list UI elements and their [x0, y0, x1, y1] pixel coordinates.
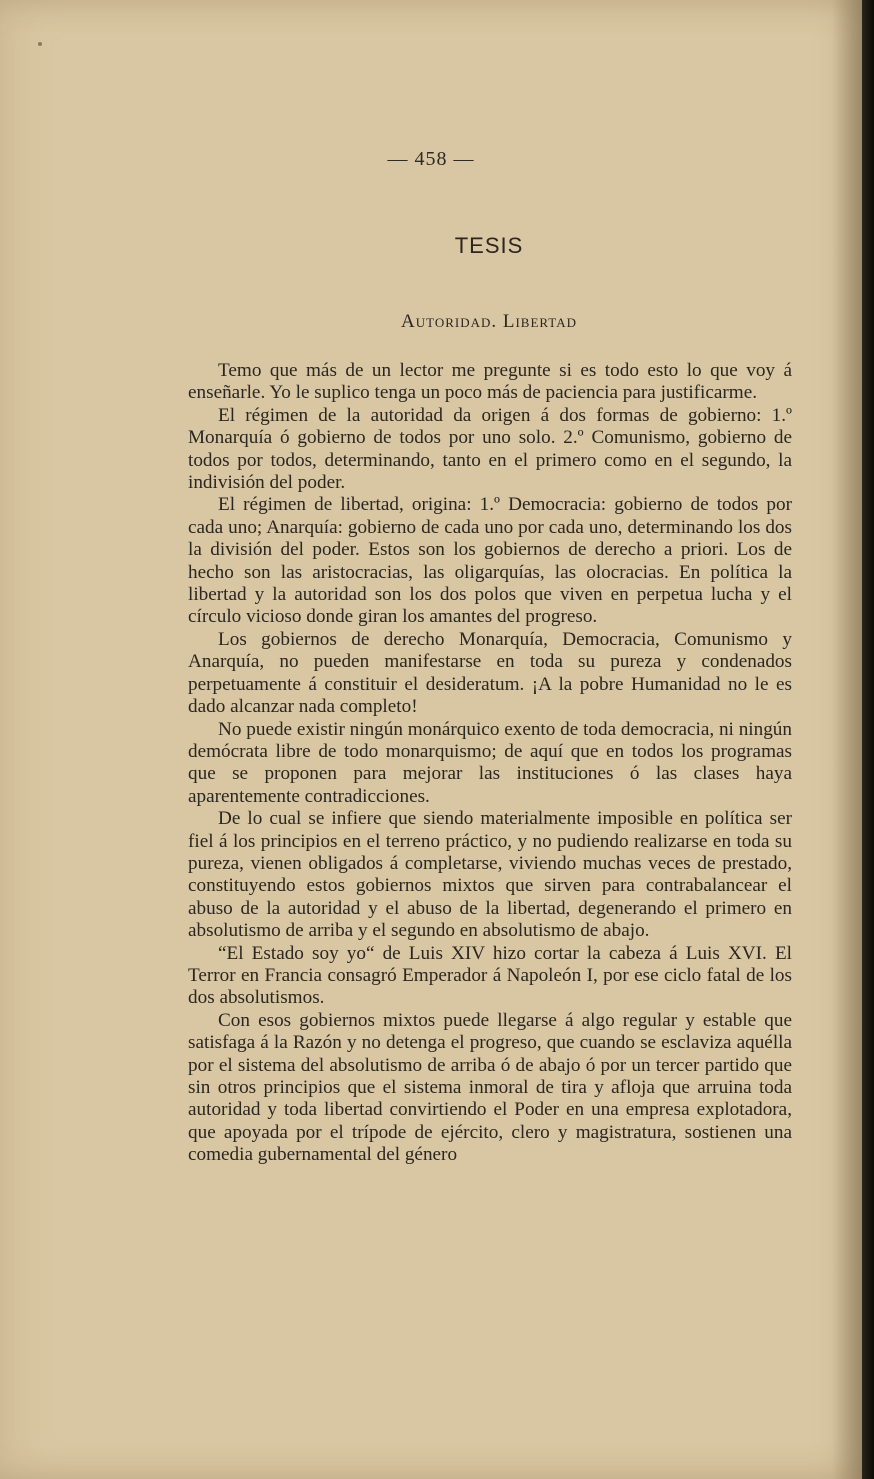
paragraph: Temo que más de un lector me pregunte si es todo esto lo que voy á enseñarle. Yo le suplico tenga un poco más de paciencia para justificarme.: [188, 360, 792, 404]
paper-speck: [38, 42, 42, 46]
paragraph: “El Estado soy yo“ de Luis XIV hizo cortar la cabeza á Luis XVI. El Terror en Francia consagró Emperador á Napoleón I, por ese ciclo fatal de los dos absolutismos.: [188, 942, 792, 1009]
section-subtitle: Autoridad. Libertad: [401, 311, 577, 332]
section-title: TESIS: [454, 233, 524, 258]
paragraph: El régimen de libertad, origina: 1.º Democracia: gobierno de todos por cada uno; Anarquía: gobierno de cada uno por cada uno, determinando los dos la división del poder. Estos son los gobiernos de derecho a priori. Los de hecho son las aristocracias, las oligarquías, las olocracias. En política la libertad y la autoridad son los dos polos que viven en perpetua lucha y el círculo vicioso donde giran los amantes del progreso.: [188, 494, 792, 628]
paragraph: El régimen de la autoridad da origen á dos formas de gobierno: 1.º Monarquía ó gobierno de todos por uno solo. 2.º Comunismo, gobierno de todos por todos, determinando, tanto en el primero como en el segundo, la indivisión del poder.: [188, 404, 792, 494]
page-gutter-shadow: [832, 0, 862, 1479]
paragraph: Con esos gobiernos mixtos puede llegarse á algo regular y estable que satisfaga á la Razón y no detenga el progreso, que cuando se esclaviza aquélla por el sistema del absolutismo de arriba ó de abajo ó por un tercer partido que sin otros principios que el sistema inmoral de tira y afloja que arruina toda autoridad y toda libertad convirtiendo el Poder en una empresa explotadora, que apoyada por el trípode de ejército, clero y magistratura, sostienen una comedia gubernamental del género: [188, 1009, 792, 1166]
paragraph: Los gobiernos de derecho Monarquía, Democracia, Comunismo y Anarquía, no pueden manifestarse en toda su pureza y condenados perpetuamente á constituir el desideratum. ¡A la pobre Humanidad no le es dado alcanzar nada completo!: [188, 628, 792, 718]
body-text: [188, 360, 792, 1167]
book-spine-edge: [862, 0, 874, 1479]
paragraph: No puede existir ningún monárquico exento de toda democracia, ni ningún demócrata libre de todo monarquismo; de aquí que en todos los programas que se proponen para mejorar las instituciones ó las clases haya aparentemente contradicciones.: [188, 718, 792, 807]
page-number: — 458 —: [387, 148, 475, 170]
paragraph: De lo cual se infiere que siendo materialmente imposible en política ser fiel á los principios en el terreno práctico, y no pudiendo realizarse en toda su pureza, vienen obligados á completarse, viviendo muchas veces de prestado, constituyendo estos gobiernos mixtos que sirven para contrabalancear el abuso de la autoridad y el abuso de la libertad, degenerando el primero en absolutismo de arriba y el segundo en absolutismo de abajo.: [188, 808, 792, 942]
